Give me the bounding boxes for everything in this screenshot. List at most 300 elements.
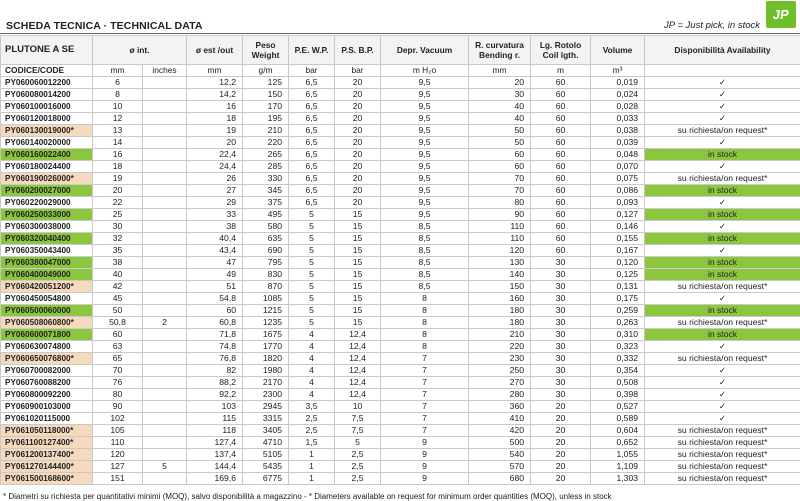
col-outer-diameter: ø est /out xyxy=(187,36,243,65)
table-cell: 60 xyxy=(531,77,591,89)
col-vacuum: Depr. Vacuum xyxy=(381,36,469,65)
table-cell: 0,127 xyxy=(591,209,645,221)
table-cell: 500 xyxy=(469,437,531,449)
stock-badge: in stock xyxy=(645,257,800,269)
table-cell: 13 xyxy=(93,125,143,137)
table-cell: 9,5 xyxy=(381,185,469,197)
table-cell xyxy=(143,137,187,149)
table-cell: 5 xyxy=(289,317,335,329)
table-cell: 6,5 xyxy=(289,185,335,197)
table-cell xyxy=(143,341,187,353)
table-cell: 9 xyxy=(381,437,469,449)
product-code: PY060220029000 xyxy=(1,197,93,209)
table-row xyxy=(1,221,800,233)
stock-badge: in stock xyxy=(645,209,800,221)
table-cell xyxy=(143,209,187,221)
table-cell: 4 xyxy=(289,377,335,389)
table-cell: 5105 xyxy=(243,449,289,461)
table-cell: 8 xyxy=(381,329,469,341)
table-row xyxy=(1,173,800,185)
table-cell: 0,354 xyxy=(591,365,645,377)
table-row xyxy=(1,101,800,113)
product-code: PY060120018000 xyxy=(1,113,93,125)
table-cell: 210 xyxy=(469,329,531,341)
table-cell: 0,048 xyxy=(591,149,645,161)
table-cell: 20 xyxy=(335,137,381,149)
table-cell: 15 xyxy=(335,257,381,269)
on-request-label: su richiesta/on request* xyxy=(645,353,800,365)
on-request-label: su richiesta/on request* xyxy=(645,125,800,137)
table-row xyxy=(1,197,800,209)
product-code: PY061270144400* xyxy=(1,461,93,473)
product-code: PY060630074800 xyxy=(1,341,93,353)
table-cell: 50 xyxy=(93,305,143,317)
table-cell: 0,527 xyxy=(591,401,645,413)
table-cell: 30 xyxy=(531,389,591,401)
table-row xyxy=(1,461,800,473)
table-cell: 0,024 xyxy=(591,89,645,101)
table-cell: 120 xyxy=(469,245,531,257)
product-code: PY061500168600* xyxy=(1,473,93,485)
table-cell: 330 xyxy=(243,173,289,185)
table-cell: 7 xyxy=(381,413,469,425)
table-cell: 4 xyxy=(289,329,335,341)
jp-logo: JP xyxy=(766,1,796,28)
table-cell: 51 xyxy=(187,281,243,293)
table-row xyxy=(1,161,800,173)
table-cell: 110 xyxy=(469,221,531,233)
table-cell: 8,5 xyxy=(381,281,469,293)
table-cell: 22 xyxy=(93,197,143,209)
table-cell: 2,5 xyxy=(335,461,381,473)
table-cell: 12,4 xyxy=(335,389,381,401)
check-icon: ✓ xyxy=(645,413,800,425)
table-cell xyxy=(143,89,187,101)
table-cell: 5 xyxy=(335,437,381,449)
table-row xyxy=(1,377,800,389)
check-icon: ✓ xyxy=(645,77,800,89)
table-cell: 30 xyxy=(531,365,591,377)
table-cell: 0,033 xyxy=(591,113,645,125)
table-cell: 0,259 xyxy=(591,305,645,317)
table-cell: 76 xyxy=(93,377,143,389)
table-cell: 2,5 xyxy=(289,425,335,437)
table-cell: 151 xyxy=(93,473,143,485)
product-code: PY060650076800* xyxy=(1,353,93,365)
table-cell: 9 xyxy=(381,449,469,461)
table-cell: 195 xyxy=(243,113,289,125)
unit-availability xyxy=(645,65,800,77)
table-cell: 8 xyxy=(381,317,469,329)
table-cell: 1820 xyxy=(243,353,289,365)
table-cell xyxy=(143,149,187,161)
table-cell: 30 xyxy=(469,89,531,101)
table-cell: 12,4 xyxy=(335,341,381,353)
table-cell: 0,075 xyxy=(591,173,645,185)
table-cell: 1 xyxy=(289,473,335,485)
table-cell: 15 xyxy=(335,317,381,329)
table-cell: 0,398 xyxy=(591,389,645,401)
header-row xyxy=(1,36,800,65)
table-cell: 8,5 xyxy=(381,221,469,233)
product-code: PY060060012200 xyxy=(1,77,93,89)
table-cell xyxy=(143,197,187,209)
table-cell: 0,125 xyxy=(591,269,645,281)
table-cell: 60 xyxy=(531,137,591,149)
table-cell: 0,038 xyxy=(591,125,645,137)
table-cell: 90 xyxy=(469,209,531,221)
table-cell: 2 xyxy=(143,317,187,329)
table-cell: 118 xyxy=(187,425,243,437)
table-cell: 7 xyxy=(381,389,469,401)
table-cell: 9,5 xyxy=(381,197,469,209)
table-cell: 1,055 xyxy=(591,449,645,461)
product-code: PY060300038000 xyxy=(1,221,93,233)
table-cell: 127 xyxy=(93,461,143,473)
table-cell: 1,303 xyxy=(591,473,645,485)
table-cell: 360 xyxy=(469,401,531,413)
table-cell: 20 xyxy=(335,101,381,113)
table-cell: 24,4 xyxy=(187,161,243,173)
table-row xyxy=(1,77,800,89)
table-cell: 12,2 xyxy=(187,77,243,89)
table-cell: 70 xyxy=(469,173,531,185)
product-code: PY060350043400 xyxy=(1,245,93,257)
table-cell: 3405 xyxy=(243,425,289,437)
stock-badge: in stock xyxy=(645,233,800,245)
table-cell: 42 xyxy=(93,281,143,293)
table-cell: 54,8 xyxy=(187,293,243,305)
table-cell: 90 xyxy=(93,401,143,413)
table-cell: 4 xyxy=(289,389,335,401)
table-cell: 5 xyxy=(289,209,335,221)
table-cell: 6,5 xyxy=(289,77,335,89)
col-working-pressure: P.E. W.P. xyxy=(289,36,335,65)
table-cell: 12 xyxy=(93,113,143,125)
table-cell: 7 xyxy=(381,401,469,413)
table-cell: 5 xyxy=(289,269,335,281)
table-cell: 0,604 xyxy=(591,425,645,437)
table-cell: 144,4 xyxy=(187,461,243,473)
table-cell: 30 xyxy=(531,257,591,269)
table-cell: 8,5 xyxy=(381,269,469,281)
table-cell: 70 xyxy=(469,185,531,197)
check-icon: ✓ xyxy=(645,101,800,113)
table-cell: 495 xyxy=(243,209,289,221)
table-cell xyxy=(143,257,187,269)
table-cell: 38 xyxy=(187,221,243,233)
check-icon: ✓ xyxy=(645,293,800,305)
table-cell: 20 xyxy=(335,113,381,125)
table-cell: 35 xyxy=(93,245,143,257)
on-request-label: su richiesta/on request* xyxy=(645,173,800,185)
table-cell: 60 xyxy=(531,161,591,173)
table-row xyxy=(1,281,800,293)
table-cell xyxy=(143,389,187,401)
table-cell: 70 xyxy=(93,365,143,377)
table-cell: 5 xyxy=(289,221,335,233)
table-cell: 22,4 xyxy=(187,149,243,161)
table-cell: 27 xyxy=(187,185,243,197)
table-cell: 20 xyxy=(335,89,381,101)
product-code: PY060500060000 xyxy=(1,305,93,317)
on-request-label: su richiesta/on request* xyxy=(645,281,800,293)
table-cell: 1770 xyxy=(243,341,289,353)
table-cell: 0,093 xyxy=(591,197,645,209)
table-cell: 12,4 xyxy=(335,353,381,365)
stock-badge: in stock xyxy=(645,329,800,341)
table-cell: 10 xyxy=(93,101,143,113)
product-code: PY060400049000 xyxy=(1,269,93,281)
table-cell: 1085 xyxy=(243,293,289,305)
table-cell: 15 xyxy=(335,269,381,281)
table-cell: 9,5 xyxy=(381,173,469,185)
table-cell: 43,4 xyxy=(187,245,243,257)
table-cell xyxy=(143,473,187,485)
table-cell: 60 xyxy=(187,305,243,317)
table-cell: 220 xyxy=(469,341,531,353)
on-request-label: su richiesta/on request* xyxy=(645,317,800,329)
table-cell: 20 xyxy=(187,137,243,149)
technical-data-table xyxy=(0,35,800,485)
table-row xyxy=(1,245,800,257)
product-code: PY060508060800* xyxy=(1,317,93,329)
table-cell: 9 xyxy=(381,461,469,473)
table-row xyxy=(1,89,800,101)
table-cell: 47 xyxy=(187,257,243,269)
header-divider xyxy=(0,33,800,34)
table-cell: 6,5 xyxy=(289,173,335,185)
table-row xyxy=(1,353,800,365)
table-cell: 20 xyxy=(93,185,143,197)
table-cell: 150 xyxy=(469,281,531,293)
table-cell: 60 xyxy=(469,161,531,173)
table-cell xyxy=(143,401,187,413)
table-cell xyxy=(143,281,187,293)
table-cell: 4 xyxy=(289,353,335,365)
table-cell: 40 xyxy=(469,113,531,125)
table-cell: 1,109 xyxy=(591,461,645,473)
table-cell: 30 xyxy=(531,341,591,353)
table-cell: 9,5 xyxy=(381,113,469,125)
units-row xyxy=(1,65,800,77)
table-cell: 10 xyxy=(335,401,381,413)
product-code: PY061100127400* xyxy=(1,437,93,449)
table-cell: 60 xyxy=(531,185,591,197)
table-cell: 20 xyxy=(531,473,591,485)
table-cell xyxy=(143,233,187,245)
table-cell: 60 xyxy=(531,221,591,233)
unit-inches: inches xyxy=(143,65,187,77)
table-cell xyxy=(143,221,187,233)
table-cell: 3,5 xyxy=(289,401,335,413)
table-cell: 0,332 xyxy=(591,353,645,365)
table-cell: 30 xyxy=(93,221,143,233)
unit-bar: bar xyxy=(289,65,335,77)
table-row xyxy=(1,293,800,305)
table-cell xyxy=(143,269,187,281)
table-cell: 15 xyxy=(335,281,381,293)
table-cell: 680 xyxy=(469,473,531,485)
unit-mm: mm xyxy=(93,65,143,77)
table-cell: 30 xyxy=(531,293,591,305)
col-weight: Peso Weight xyxy=(243,36,289,65)
table-cell xyxy=(143,353,187,365)
table-cell: 180 xyxy=(469,317,531,329)
table-cell: 7,5 xyxy=(335,425,381,437)
table-cell: 230 xyxy=(469,353,531,365)
product-code: PY060380047000 xyxy=(1,257,93,269)
table-cell: 0,652 xyxy=(591,437,645,449)
unit-bar: bar xyxy=(335,65,381,77)
check-icon: ✓ xyxy=(645,137,800,149)
table-cell: 6,5 xyxy=(289,89,335,101)
table-cell: 0,310 xyxy=(591,329,645,341)
table-cell: 1235 xyxy=(243,317,289,329)
table-cell: 103 xyxy=(187,401,243,413)
table-row xyxy=(1,233,800,245)
table-cell: 6 xyxy=(93,77,143,89)
unit-mm: mm xyxy=(469,65,531,77)
table-cell: 8 xyxy=(93,89,143,101)
table-cell: 6775 xyxy=(243,473,289,485)
table-cell xyxy=(143,245,187,257)
table-row xyxy=(1,209,800,221)
table-cell: 60 xyxy=(531,245,591,257)
table-cell: 270 xyxy=(469,377,531,389)
table-cell: 32 xyxy=(93,233,143,245)
table-cell: 115 xyxy=(187,413,243,425)
product-code: PY060700082000 xyxy=(1,365,93,377)
table-cell: 18 xyxy=(187,113,243,125)
stock-badge: in stock xyxy=(645,305,800,317)
check-icon: ✓ xyxy=(645,161,800,173)
col-burst-pressure: P.S. B.P. xyxy=(335,36,381,65)
unit-m: m xyxy=(531,65,591,77)
table-cell xyxy=(143,425,187,437)
product-code: PY060600071800 xyxy=(1,329,93,341)
table-cell: 1675 xyxy=(243,329,289,341)
unit-gm: g/m xyxy=(243,65,289,77)
table-cell: 6,5 xyxy=(289,161,335,173)
table-cell: 38 xyxy=(93,257,143,269)
table-cell: 5435 xyxy=(243,461,289,473)
table-cell: 0,589 xyxy=(591,413,645,425)
col-product: PLUTONE A SE xyxy=(1,36,93,65)
table-cell: 1215 xyxy=(243,305,289,317)
table-cell: 169,6 xyxy=(187,473,243,485)
table-cell: 5 xyxy=(289,257,335,269)
table-cell: 125 xyxy=(243,77,289,89)
table-cell: 8 xyxy=(381,341,469,353)
table-cell: 180 xyxy=(469,305,531,317)
on-request-label: su richiesta/on request* xyxy=(645,461,800,473)
table-cell: 50,8 xyxy=(93,317,143,329)
table-cell: 26 xyxy=(187,173,243,185)
table-row xyxy=(1,185,800,197)
table-cell: 14,2 xyxy=(187,89,243,101)
table-cell: 0,508 xyxy=(591,377,645,389)
table-cell: 25 xyxy=(93,209,143,221)
table-cell: 20 xyxy=(531,425,591,437)
table-cell: 1 xyxy=(289,449,335,461)
product-code: PY060160022400 xyxy=(1,149,93,161)
table-cell: 0,070 xyxy=(591,161,645,173)
table-cell: 5 xyxy=(289,245,335,257)
table-cell: 2300 xyxy=(243,389,289,401)
table-cell: 160 xyxy=(469,293,531,305)
table-cell: 6,5 xyxy=(289,197,335,209)
table-cell: 1 xyxy=(289,461,335,473)
table-cell: 82 xyxy=(187,365,243,377)
table-cell: 2,5 xyxy=(335,473,381,485)
table-cell: 102 xyxy=(93,413,143,425)
table-cell: 33 xyxy=(187,209,243,221)
table-cell: 20 xyxy=(335,197,381,209)
product-code: PY060100016000 xyxy=(1,101,93,113)
unit-mm: mm xyxy=(187,65,243,77)
table-cell: 0,120 xyxy=(591,257,645,269)
table-row xyxy=(1,137,800,149)
table-cell: 570 xyxy=(469,461,531,473)
table-cell: 15 xyxy=(335,245,381,257)
table-cell: 29 xyxy=(187,197,243,209)
table-cell: 9,5 xyxy=(381,149,469,161)
table-row xyxy=(1,389,800,401)
table-cell: 7 xyxy=(381,425,469,437)
table-cell: 60 xyxy=(531,173,591,185)
stock-badge: in stock xyxy=(645,269,800,281)
unit-mh2o: m H₂o xyxy=(381,65,469,77)
table-cell: 9,5 xyxy=(381,137,469,149)
table-cell: 8 xyxy=(381,305,469,317)
check-icon: ✓ xyxy=(645,221,800,233)
stock-badge: in stock xyxy=(645,185,800,197)
table-row xyxy=(1,125,800,137)
product-code: PY060180024400 xyxy=(1,161,93,173)
table-cell: 9,5 xyxy=(381,161,469,173)
table-cell: 345 xyxy=(243,185,289,197)
product-code: PY060900103000 xyxy=(1,401,93,413)
table-cell: 410 xyxy=(469,413,531,425)
table-cell: 4 xyxy=(289,365,335,377)
table-cell: 0,131 xyxy=(591,281,645,293)
table-cell: 20 xyxy=(531,437,591,449)
table-cell: 60 xyxy=(531,89,591,101)
table-cell: 635 xyxy=(243,233,289,245)
table-cell xyxy=(143,101,187,113)
table-cell: 60 xyxy=(531,233,591,245)
table-cell: 74,8 xyxy=(187,341,243,353)
table-cell: 80 xyxy=(93,389,143,401)
table-cell: 30 xyxy=(531,353,591,365)
table-cell: 150 xyxy=(243,89,289,101)
table-cell: 0,323 xyxy=(591,341,645,353)
table-cell: 4710 xyxy=(243,437,289,449)
table-cell: 18 xyxy=(93,161,143,173)
table-cell: 30 xyxy=(531,377,591,389)
table-cell: 49 xyxy=(187,269,243,281)
table-cell: 45 xyxy=(93,293,143,305)
table-cell: 16 xyxy=(187,101,243,113)
table-row xyxy=(1,113,800,125)
table-cell xyxy=(143,377,187,389)
table-cell: 0,086 xyxy=(591,185,645,197)
product-code: PY061200137400* xyxy=(1,449,93,461)
table-cell: 8,5 xyxy=(381,245,469,257)
table-cell: 15 xyxy=(335,221,381,233)
check-icon: ✓ xyxy=(645,389,800,401)
